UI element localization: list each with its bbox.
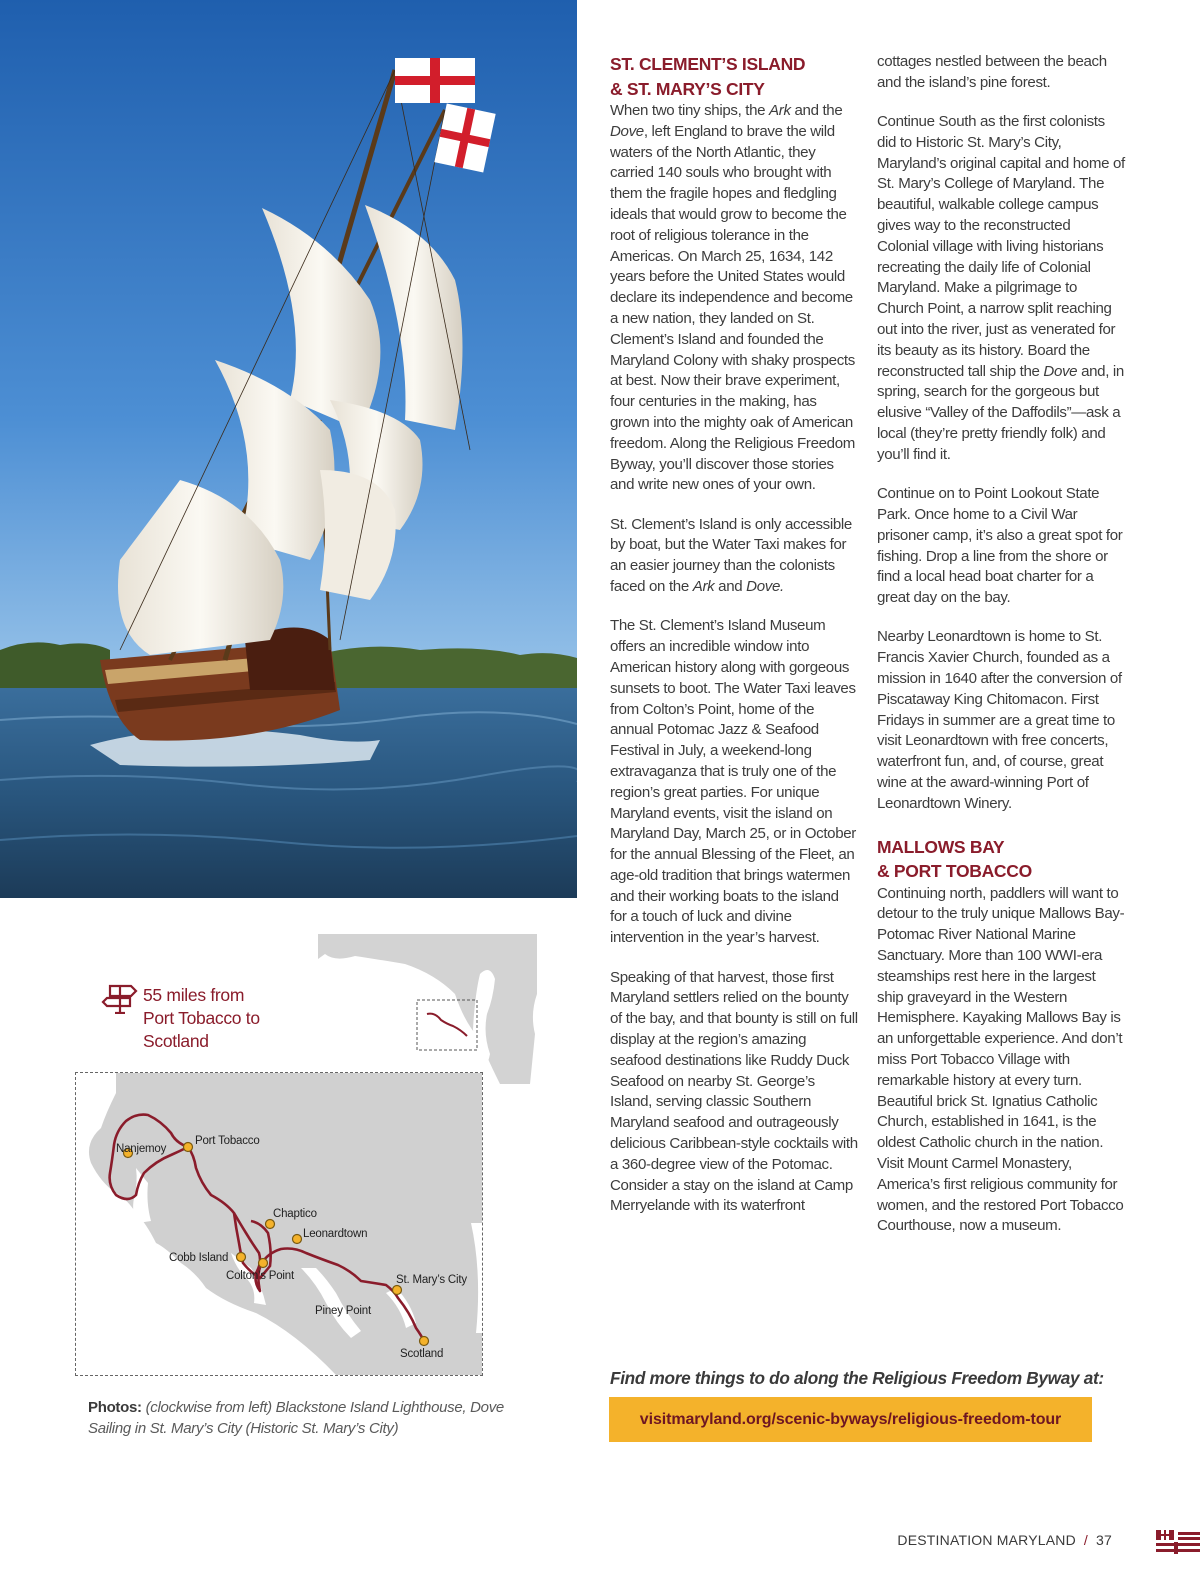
- paragraph: Continue on to Point Lookout State Park. Once home to a Civil War prisoner camp, it’s also a great spot for fishing. Drop a line from the shore or find a local head boat charter for a great day on the bay.: [877, 485, 1123, 607]
- map-label-port-tobacco: Port Tobacco: [195, 1135, 260, 1147]
- signpost-icon: [101, 984, 139, 1019]
- map-label-piney-point: Piney Point: [315, 1305, 371, 1317]
- photo-caption: Photos: (clockwise from left) Blackstone Island Lighthouse, Dove Sailing in St. Mary’s City (Historic St. Mary’s City): [88, 1399, 504, 1437]
- paragraph: Continuing north, paddlers will want to detour to the truly unique Mallows Bay-Potomac River National Marine Sanctuary. More than 100 WWI-era steamships rest here in the largest ship graveyard in the Western Hemisphere. Kayaking Mallows Bay is an unforgettable experience. And don’t miss Port Tobacco Village with remarkable history at every turn. Beautiful brick St. Ignatius Catholic Church, established in 1641, is the oldest Catholic church in the nation. Visit Mount Carmel Monastery, America’s first religious community for women, and the restored Port Tobacco Courthouse, now a museum.: [877, 884, 1125, 1235]
- route-distance: 55 miles from Port Tobacco to Scotland: [143, 985, 260, 1051]
- paragraph: When two tiny ships, the Ark and the Dove, left England to brave the wild waters of the North Atlantic, they carried 140 souls who brought with them the fragile hopes and fledgling ideals that would grow to become the root of religious tolerance in the Americas. On March 25, 1634, 142 years before the United States would declare its independence and become a new nation, they landed on St. Clement’s Island and founded the Maryland Colony with shaky prospects at best. Now their brave experiment, four centuries in the making, has grown into the mighty oak of American freedom. Along the Religious Freedom Byway, you’ll discover those stories and write new ones of your own.: [610, 102, 855, 494]
- footer-separator: /: [1083, 1532, 1089, 1548]
- map-label-st-marys-city: St. Mary’s City: [396, 1274, 467, 1286]
- paragraph: Nearby Leonardtown is home to St. Francis Xavier Church, founded as a mission in 1640 after the conversion of Piscataway King Chitomacon. First Fridays in summer are a great time to visit Leonardtown with free concerts, waterfront fun, and, of course, great wine at the award-winning Port of Leonardtown Winery.: [877, 628, 1122, 812]
- ship-photo: [0, 0, 577, 898]
- section-heading-st-clements: ST. CLEMENT’S ISLAND & ST. MARY’S CITY: [610, 54, 806, 99]
- page-number: 37: [1096, 1532, 1112, 1548]
- map-label-cobb-island: Cobb Island: [169, 1252, 229, 1264]
- maryland-locator-map: [315, 934, 545, 1089]
- paragraph: The St. Clement’s Island Museum offers an incredible window into American history along with gorgeous sunsets to boot. The Water Taxi leaves from Colton’s Point, home of the annual Potomac Jazz & Seafood Festival in July, a weekend-long extravaganza that is truly one of the region’s great parties. For unique Maryland events, visit the island on Maryland Day, March 25, or in October for the annual Blessing of the Fleet, an age-old tradition that brings watermen and their working boats to the island for a touch of luck and divine intervention in the year’s harvest.: [610, 617, 856, 947]
- publication-name: DESTINATION MARYLAND: [897, 1532, 1076, 1548]
- paragraph: Speaking of that harvest, those first Maryland settlers relied on the bounty of the bay, and that bounty is still on full display at the region’s amazing seafood destinations like Ruddy Duck Seafood on nearby St. George’s Island, serving classic Southern Maryland seafood and outrageously delicious Caribbean-style cocktails with a 360-degree view of the Potomac. Consider a stay on the island at Camp Merryelande with its waterfront: [610, 968, 858, 1215]
- promo-url-link[interactable]: visitmaryland.org/scenic-byways/religious-freedom-tour: [609, 1397, 1092, 1442]
- page-footer: [897, 1532, 1112, 1548]
- article-column-right: [877, 52, 1125, 1256]
- map-label-coltons-point: Colton’s Point: [226, 1270, 294, 1282]
- map-label-nanjemoy: Nanjemoy: [116, 1143, 167, 1155]
- paragraph: Continue South as the first colonists did to Historic St. Mary’s City, Maryland’s original capital and home of St. Mary’s College of Maryland. The beautiful, walkable college campus gives way to the reconstructed Colonial village with living historians recreating the daily life of Colonial Maryland. Make a pilgrimage to Church Point, a narrow split reaching out into the river, just as venerated for its beauty as its history. Board the reconstructed tall ship the Dove and, in spring, search for the gorgeous but elusive “Valley of the Daffodils”—ask a local (they’re pretty friendly folk) and you’ll find it.: [877, 113, 1125, 463]
- map-label-leonardtown: Leonardtown: [303, 1228, 368, 1240]
- promo-text: Find more things to do along the Religious Freedom Byway at:: [610, 1368, 1104, 1388]
- maryland-flag-icon: [1156, 1530, 1200, 1559]
- map-label-chaptico: Chaptico: [273, 1208, 317, 1220]
- section-heading-mallows-bay: MALLOWS BAY & PORT TOBACCO: [877, 836, 1032, 882]
- paragraph: St. Clement’s Island is only accessible by boat, but the Water Taxi makes for an easier journey than the colonists faced on the Ark and Dove.: [610, 515, 852, 596]
- article-column-left: [610, 52, 858, 1236]
- route-map: [75, 1072, 483, 1376]
- map-label-scotland: Scotland: [400, 1348, 444, 1360]
- paragraph: cottages nestled between the beach and the island’s pine forest.: [877, 53, 1107, 91]
